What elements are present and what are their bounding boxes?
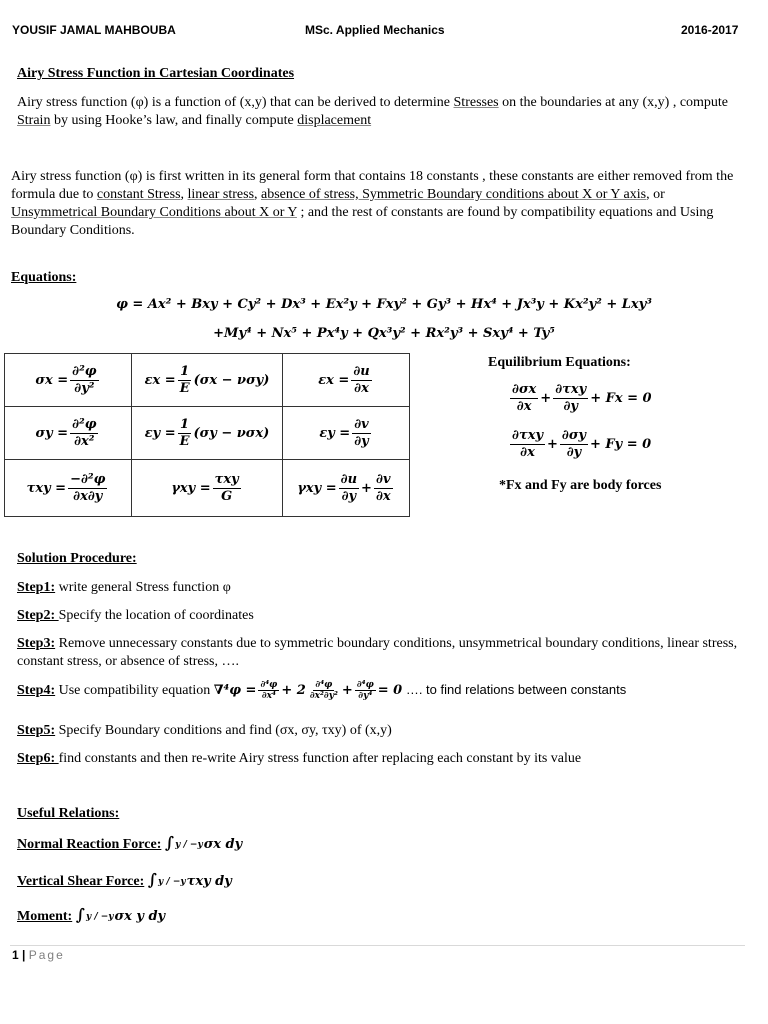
integral-limits xyxy=(86,912,114,922)
para2-text-1: Airy stress function (φ) is first written in its general form that contains 18 constants , these constants are either removed from the formula due to xyxy=(11,169,734,202)
step-text: Use compatibility equation xyxy=(55,683,214,698)
fraction xyxy=(510,428,545,461)
epsilon-y-hooke-cell xyxy=(132,407,283,460)
fraction-numerator: ∂σy xyxy=(561,428,586,443)
fraction-denominator: ∂x² xyxy=(74,433,95,449)
relation-expression xyxy=(75,905,166,924)
fraction-numerator: τxy xyxy=(214,471,239,487)
gamma-xy-disp-lhs: γxy = xyxy=(297,480,337,496)
intro-text-3: by using Hooke’s law, and finally compute xyxy=(50,113,298,128)
gamma-xy-disp-cell xyxy=(283,460,410,517)
equilibrium-equation-2 xyxy=(508,428,651,461)
stress-strain-table xyxy=(4,353,410,517)
integral-limits-text: y / −y xyxy=(175,839,203,850)
para2-text-5: ; and the rest of constants are found by compatibility equations and Using Boundary Conditions. xyxy=(11,205,714,238)
fraction-numerator: ∂τxy xyxy=(555,382,587,397)
strain-term: Strain xyxy=(17,113,51,128)
stresses-term: Stresses xyxy=(453,95,499,110)
body-forces-note: *Fx and Fy are body forces xyxy=(499,478,662,493)
intro-paragraph xyxy=(17,94,757,130)
fraction xyxy=(308,680,340,701)
page-title: Airy Stress Function in Cartesian Coordinates xyxy=(17,66,295,81)
fraction-denominator: ∂x xyxy=(375,488,391,504)
sigma-x-fraction xyxy=(70,364,98,397)
plus-sign: + xyxy=(540,391,552,406)
fraction-numerator: ∂τxy xyxy=(512,428,543,443)
footer-divider xyxy=(10,945,745,946)
fraction xyxy=(355,680,376,701)
integral-limits xyxy=(158,877,186,887)
fraction-denominator: ∂y² xyxy=(74,380,95,396)
step-label: Step4: xyxy=(17,683,56,698)
footer-separator: | xyxy=(22,948,26,962)
general-form-line-1: φ = Ax² + Bxy + Cy² + Dx³ + Ex²y + Fxy² + Gy³ + Hx⁴ + Jx³y + Kx²y² + Lxy³ xyxy=(116,297,652,312)
fraction-numerator: 1 xyxy=(180,363,190,379)
displacement-term: displacement xyxy=(297,113,372,128)
fraction-numerator: ∂²φ xyxy=(72,363,97,379)
table-row xyxy=(5,407,410,460)
equilibrium-heading: Equilibrium Equations: xyxy=(488,355,631,370)
plus-sign: + xyxy=(547,437,558,452)
dv-dy-fraction xyxy=(352,417,371,450)
step-label: Step5: xyxy=(17,723,56,738)
fraction-denominator: ∂y xyxy=(354,433,369,449)
relation-expression xyxy=(147,870,232,889)
du-dx-fraction xyxy=(351,364,371,397)
para2-sep-1: , xyxy=(180,187,188,202)
step-label: Step1: xyxy=(17,580,56,595)
integral-sign: ∫ xyxy=(147,870,158,889)
program-name: MSc. Applied Mechanics xyxy=(305,23,445,37)
fraction-numerator: ∂u xyxy=(340,471,358,487)
general-form-line-2: +My⁴ + Nx⁵ + Px⁴y + Qx³y² + Rx²y³ + Sxy⁴ + Ty⁵ xyxy=(213,326,555,341)
academic-year: 2016-2017 xyxy=(681,23,739,37)
fraction-denominator: E xyxy=(179,380,190,396)
intro-text-1: Airy stress function (φ) is a function of (x,y) that can be derived to determine xyxy=(17,95,454,110)
tau-xy-cell xyxy=(5,460,132,517)
fraction-denominator: ∂x xyxy=(354,380,369,396)
page-number: 1 xyxy=(12,948,19,962)
fraction-numerator: ∂⁴φ xyxy=(260,680,278,690)
fraction xyxy=(510,382,538,415)
dv-dx-fraction xyxy=(374,472,393,505)
page-label: Page xyxy=(28,948,65,962)
gamma-xy-lhs: γxy = xyxy=(171,480,211,496)
one-over-e-fraction xyxy=(178,364,192,397)
equation-rhs: + Fx = 0 xyxy=(590,391,652,406)
integrand: τxy dy xyxy=(186,874,232,889)
sigma-x-cell xyxy=(5,354,132,407)
epsilon-y-disp-lhs: εy = xyxy=(319,425,351,441)
integral-limits xyxy=(175,840,203,850)
fraction-denominator: ∂y xyxy=(566,445,582,460)
relation-expression xyxy=(164,833,243,852)
epsilon-y-disp-cell xyxy=(283,407,410,460)
general-form-paragraph xyxy=(11,168,751,240)
equilibrium-equation-1 xyxy=(508,382,652,415)
step-3 xyxy=(17,635,747,671)
fraction-numerator: ∂v xyxy=(376,471,391,487)
integral-sign: ∫ xyxy=(164,833,175,852)
fraction-numerator: ∂u xyxy=(353,363,370,379)
epsilon-y-lhs: εy = xyxy=(144,425,176,441)
fraction-numerator: −∂²φ xyxy=(70,471,106,487)
fraction xyxy=(258,680,279,701)
fraction-denominator: ∂y⁴ xyxy=(358,691,373,701)
step-label: Step2: xyxy=(17,608,59,623)
step-text: find constants and then re-write Airy stress function after replacing each constant by its value xyxy=(58,751,582,766)
integral-limits-text: y / −y xyxy=(85,911,114,922)
epsilon-y-rhs: (σy − νσx) xyxy=(193,425,270,441)
fraction-numerator: ∂σx xyxy=(512,382,537,397)
fraction-denominator: ∂x⁴ xyxy=(261,691,276,701)
compatibility-equation xyxy=(213,680,403,701)
author-name: YOUSIF JAMAL MAHBOUBA xyxy=(12,23,176,37)
useful-relations-heading: Useful Relations: xyxy=(17,806,120,821)
sigma-y-cell xyxy=(5,407,132,460)
biharmonic-lhs: ∇⁴φ = xyxy=(213,683,257,698)
step-text: write general Stress function φ xyxy=(55,580,231,595)
relation-label: Vertical Shear Force: xyxy=(17,874,145,889)
fraction-denominator: ∂y xyxy=(341,488,357,504)
epsilon-x-disp-cell xyxy=(283,354,410,407)
tau-xy-lhs: τxy = xyxy=(26,480,67,496)
fraction-numerator: ∂⁴φ xyxy=(356,680,374,690)
unsymmetrical-term: Unsymmetrical Boundary Conditions about X or Y xyxy=(11,205,297,220)
fraction-denominator: ∂x xyxy=(516,399,532,414)
integral-limits-text: y / −y xyxy=(158,876,186,887)
equations-heading: Equations: xyxy=(11,270,77,285)
step-text: Specify the location of coordinates xyxy=(58,608,254,623)
tau-xy-fraction xyxy=(68,472,107,505)
fraction-numerator: ∂²φ xyxy=(72,416,97,432)
relation-label: Normal Reaction Force: xyxy=(17,837,162,852)
step-label: Step3: xyxy=(17,636,56,651)
sigma-y-lhs: σy = xyxy=(35,425,69,441)
integrand: σx dy xyxy=(203,837,243,852)
step-text: Specify Boundary conditions and find (σx, σy, τxy) of (x,y) xyxy=(55,723,392,738)
fraction-denominator: ∂x xyxy=(520,445,535,460)
procedure-heading: Solution Procedure: xyxy=(17,551,137,566)
para2-sep-2: , xyxy=(254,187,262,202)
plus-two: + 2 xyxy=(281,683,306,698)
constant-stress-term: constant Stress xyxy=(96,187,181,202)
step-label: Step6: xyxy=(17,751,59,766)
integral-sign: ∫ xyxy=(75,905,85,924)
fraction-denominator: ∂x∂y xyxy=(73,488,103,504)
fraction-denominator: E xyxy=(179,433,190,449)
sigma-y-fraction xyxy=(70,417,98,450)
epsilon-x-rhs: (σx − νσy) xyxy=(193,372,270,388)
fraction xyxy=(560,428,588,461)
intro-text-2: on the boundaries at any (x,y) , compute xyxy=(498,95,729,110)
equals-zero: = 0 xyxy=(377,683,403,698)
step-4-tail: …. to find relations between constants xyxy=(402,682,627,697)
para2-sep-3: , or xyxy=(646,187,665,202)
relation-label: Moment: xyxy=(17,909,73,924)
vertical-shear-force xyxy=(17,870,232,890)
fraction-denominator: G xyxy=(221,488,233,504)
fraction-numerator: 1 xyxy=(180,416,190,432)
linear-stress-term: linear stress xyxy=(187,187,255,202)
plus-sign: + xyxy=(341,683,353,698)
integrand: σx y dy xyxy=(114,909,166,924)
moment xyxy=(17,905,165,925)
fraction xyxy=(553,382,588,415)
fraction-numerator: ∂v xyxy=(354,416,369,432)
sigma-x-lhs: σx = xyxy=(35,372,69,388)
tau-over-g-fraction xyxy=(213,472,241,505)
step-5 xyxy=(17,722,392,740)
gamma-xy-hooke-cell xyxy=(132,460,283,517)
epsilon-x-lhs: εx = xyxy=(144,372,176,388)
fraction-denominator: ∂y xyxy=(563,399,578,414)
equation-rhs: + Fy = 0 xyxy=(590,437,652,452)
absence-symmetric-term: absence of stress, Symmetric Boundary conditions about X or Y axis xyxy=(261,187,647,202)
du-dy-fraction xyxy=(339,472,359,505)
one-over-e-fraction xyxy=(178,417,192,450)
step-2 xyxy=(17,607,254,625)
normal-reaction-force xyxy=(17,833,242,853)
step-1 xyxy=(17,579,231,597)
fraction-numerator: ∂⁴φ xyxy=(315,680,333,690)
page-footer xyxy=(12,948,65,962)
step-4 xyxy=(17,680,626,701)
step-6 xyxy=(17,750,581,768)
epsilon-x-disp-lhs: εx = xyxy=(318,372,350,388)
plus-sign: + xyxy=(361,480,372,496)
table-row xyxy=(5,354,410,407)
table-row xyxy=(5,460,410,517)
fraction-denominator: ∂x²∂y² xyxy=(309,691,338,701)
epsilon-x-hooke-cell xyxy=(132,354,283,407)
step-text: Remove unnecessary constants due to symmetric boundary conditions, unsymmetrical boundary conditions, linear stress, constant stress, or absence of stress, …. xyxy=(17,636,738,669)
